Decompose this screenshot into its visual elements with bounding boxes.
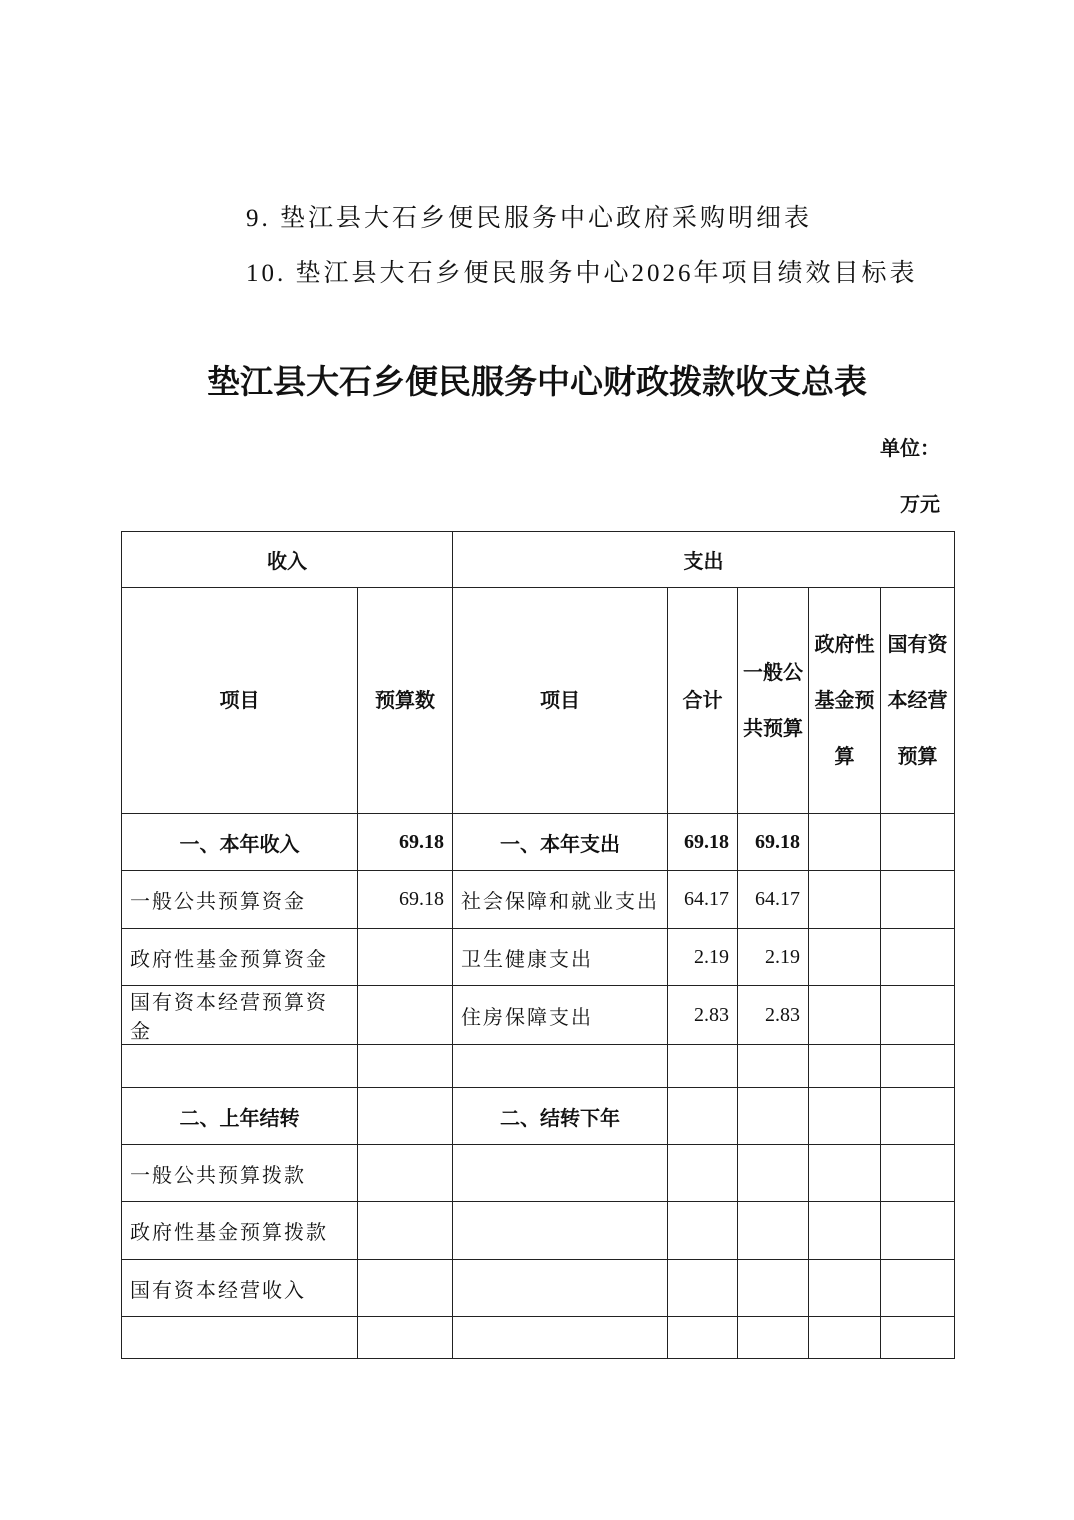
table-cell: 2.83 [668, 986, 738, 1045]
table-cell [358, 929, 453, 986]
table-cell [668, 1317, 738, 1359]
table-cell: 住房保障支出 [453, 986, 668, 1045]
table-cell [738, 1260, 809, 1317]
table-cell [668, 1202, 738, 1260]
column-header: 国有资本经营预算 [881, 588, 955, 814]
table-cell [453, 1045, 668, 1088]
table-cell [453, 1317, 668, 1359]
table-cell [453, 1260, 668, 1317]
table-cell [809, 871, 881, 929]
table-cell [358, 1317, 453, 1359]
column-header: 政府性基金预算 [809, 588, 881, 814]
table-cell: 政府性基金预算资金 [122, 929, 358, 986]
table-cell [809, 1317, 881, 1359]
table-cell: 国有资本经营预算资金 [122, 986, 358, 1045]
table-cell: 69.18 [358, 814, 453, 871]
table-cell: 69.18 [738, 814, 809, 871]
table-cell [881, 871, 955, 929]
column-header: 一般公共预算 [738, 588, 809, 814]
expense-header: 支出 [453, 532, 955, 588]
unit-value: 万元 [900, 494, 940, 516]
table-cell [881, 814, 955, 871]
table-cell [809, 814, 881, 871]
table-cell [881, 1088, 955, 1145]
table-cell [881, 1202, 955, 1260]
table-cell [881, 929, 955, 986]
table-cell [358, 1045, 453, 1088]
table-row [122, 871, 955, 929]
income-header: 收入 [122, 532, 453, 588]
table-row [122, 1045, 955, 1088]
table-cell: 2.83 [738, 986, 809, 1045]
table-cell [668, 1045, 738, 1088]
table-cell: 2.19 [738, 929, 809, 986]
table-cell [809, 1045, 881, 1088]
table-cell [358, 1260, 453, 1317]
table-cell: 一、本年收入 [122, 814, 358, 871]
table-cell: 一般公共预算资金 [122, 871, 358, 929]
table-cell [453, 1145, 668, 1202]
table-cell [358, 986, 453, 1045]
table-cell [881, 1317, 955, 1359]
table-cell: 二、结转下年 [453, 1088, 668, 1145]
table-cell [809, 1260, 881, 1317]
column-header: 项目 [122, 588, 358, 814]
table-cell: 政府性基金预算拨款 [122, 1202, 358, 1260]
table-cell [809, 986, 881, 1045]
table-cell: 社会保障和就业支出 [453, 871, 668, 929]
table-cell [358, 1202, 453, 1260]
table-cell [358, 1088, 453, 1145]
table-cell: 2.19 [668, 929, 738, 986]
table-row [122, 1317, 955, 1359]
column-header: 合计 [668, 588, 738, 814]
table-row [122, 1260, 955, 1317]
table-cell [809, 1202, 881, 1260]
table-cell [738, 1145, 809, 1202]
table-cell [738, 1202, 809, 1260]
table-cell: 69.18 [668, 814, 738, 871]
column-header: 预算数 [358, 588, 453, 814]
table-cell [809, 1088, 881, 1145]
list-item: 10. 垫江县大石乡便民服务中心2026年项目绩效目标表 [246, 260, 918, 287]
table-cell: 卫生健康支出 [453, 929, 668, 986]
table-cell [881, 986, 955, 1045]
table-cell [738, 1045, 809, 1088]
table-cell: 国有资本经营收入 [122, 1260, 358, 1317]
table-cell [881, 1145, 955, 1202]
table-cell: 64.17 [738, 871, 809, 929]
table-cell [881, 1260, 955, 1317]
column-header: 项目 [453, 588, 668, 814]
table-cell [358, 1145, 453, 1202]
table-row [122, 1088, 955, 1145]
table-cell: 64.17 [668, 871, 738, 929]
table-row [122, 929, 955, 986]
list-item: 9. 垫江县大石乡便民服务中心政府采购明细表 [246, 205, 813, 232]
table-cell [809, 929, 881, 986]
table-cell [738, 1088, 809, 1145]
table-cell [668, 1260, 738, 1317]
table-cell [668, 1145, 738, 1202]
table-cell: 一、本年支出 [453, 814, 668, 871]
budget-table [121, 531, 955, 1359]
table-cell [453, 1202, 668, 1260]
table-cell [122, 1045, 358, 1088]
table-cell [738, 1317, 809, 1359]
page-title: 垫江县大石乡便民服务中心财政拨款收支总表 [207, 365, 867, 401]
table-cell [881, 1045, 955, 1088]
table-cell [809, 1145, 881, 1202]
table-cell: 69.18 [358, 871, 453, 929]
table-row [122, 1145, 955, 1202]
table-row [122, 986, 955, 1045]
unit-label: 单位： [880, 438, 940, 460]
table-row [122, 814, 955, 871]
table-cell [668, 1088, 738, 1145]
table-row [122, 1202, 955, 1260]
table-cell: 二、上年结转 [122, 1088, 358, 1145]
table-cell [122, 1317, 358, 1359]
table-cell: 一般公共预算拨款 [122, 1145, 358, 1202]
